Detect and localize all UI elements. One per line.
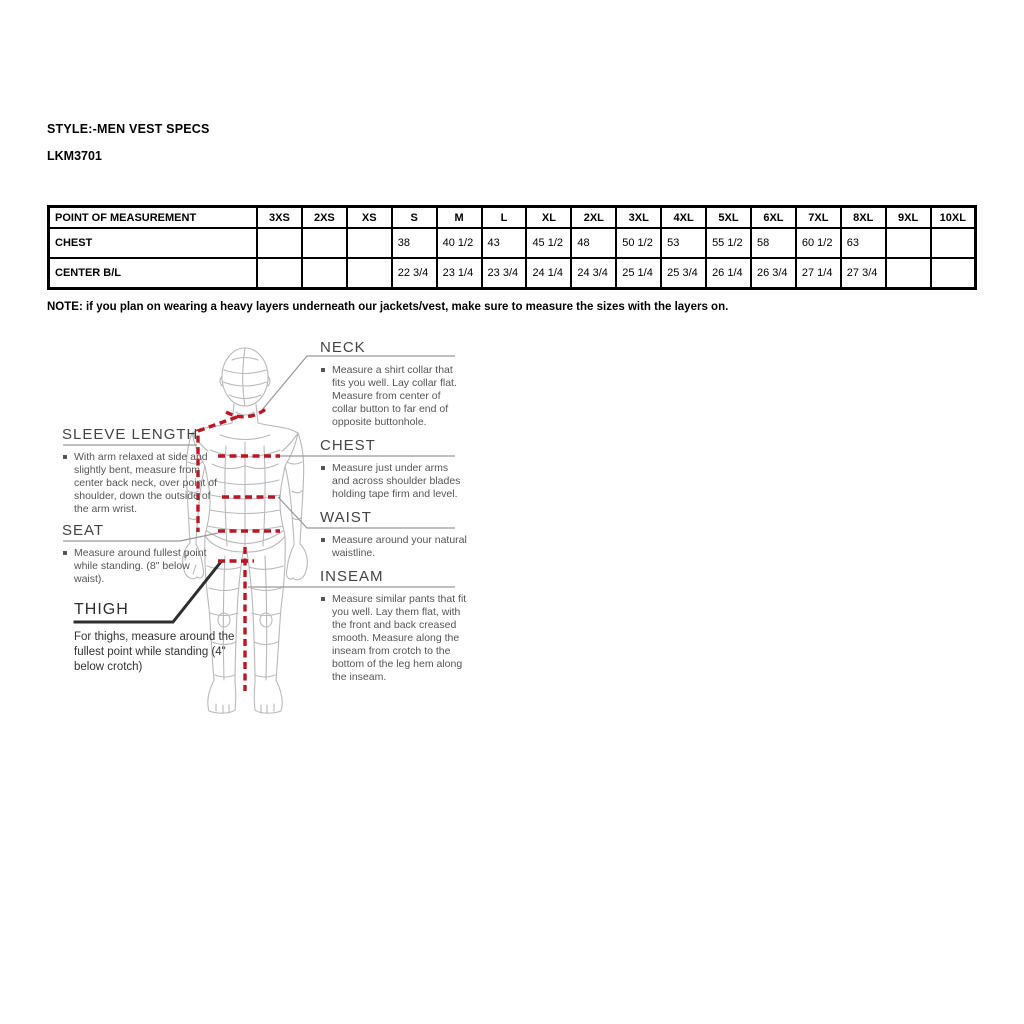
guide-section-sleeve-length bbox=[62, 426, 224, 516]
guide-section-thigh bbox=[74, 601, 246, 675]
size-column-header: 3XL bbox=[616, 207, 661, 229]
measurement-column-header: POINT OF MEASUREMENT bbox=[49, 207, 258, 229]
size-value-cell bbox=[931, 228, 976, 258]
size-column-header: 2XL bbox=[571, 207, 616, 229]
size-value-cell bbox=[302, 258, 347, 289]
row-label: CHEST bbox=[49, 228, 258, 258]
guide-section-chest bbox=[320, 437, 468, 501]
guide-section-inseam bbox=[320, 568, 470, 684]
bullet-icon bbox=[63, 551, 67, 555]
size-value-cell: 38 bbox=[392, 228, 437, 258]
inseam-heading: INSEAM bbox=[320, 568, 384, 585]
neck-heading: NECK bbox=[320, 339, 366, 356]
seat-heading: SEAT bbox=[62, 522, 105, 539]
size-table-row bbox=[49, 258, 976, 289]
size-value-cell: 23 3/4 bbox=[482, 258, 527, 289]
guide-section-waist bbox=[320, 509, 468, 560]
size-value-cell: 25 3/4 bbox=[661, 258, 706, 289]
size-value-cell: 45 1/2 bbox=[526, 228, 571, 258]
size-column-header: 3XS bbox=[257, 207, 302, 229]
size-column-header: XL bbox=[526, 207, 571, 229]
bullet-icon bbox=[63, 455, 67, 459]
size-value-cell: 63 bbox=[841, 228, 886, 258]
size-value-cell: 27 3/4 bbox=[841, 258, 886, 289]
guide-section-seat bbox=[62, 522, 212, 586]
size-value-cell: 23 1/4 bbox=[437, 258, 482, 289]
size-value-cell: 55 1/2 bbox=[706, 228, 751, 258]
size-value-cell bbox=[257, 258, 302, 289]
sleeve-length-description: With arm relaxed at side and slightly bent, measure from center back neck, over point of shoulder, down the outside of the arm wrist. bbox=[74, 451, 217, 515]
thigh-heading: THIGH bbox=[74, 601, 129, 618]
size-value-cell bbox=[931, 258, 976, 289]
size-table-body bbox=[49, 228, 976, 289]
size-table-header-row bbox=[49, 207, 976, 229]
size-value-cell bbox=[302, 228, 347, 258]
sleeve-length-heading: SLEEVE LENGTH bbox=[62, 426, 199, 443]
chest-heading: CHEST bbox=[320, 437, 376, 454]
size-value-cell: 26 3/4 bbox=[751, 258, 796, 289]
size-value-cell: 27 1/4 bbox=[796, 258, 841, 289]
bullet-icon bbox=[321, 597, 325, 601]
size-column-header: XS bbox=[347, 207, 392, 229]
chest-description: Measure just under arms and across shoulder blades holding tape firm and level. bbox=[332, 462, 461, 500]
size-value-cell: 58 bbox=[751, 228, 796, 258]
size-value-cell: 24 1/4 bbox=[526, 258, 571, 289]
size-table bbox=[47, 205, 977, 290]
size-value-cell: 43 bbox=[482, 228, 527, 258]
size-column-header: L bbox=[482, 207, 527, 229]
size-table-row bbox=[49, 228, 976, 258]
size-value-cell bbox=[886, 228, 931, 258]
seat-description: Measure around fullest point while standing. (8" below waist). bbox=[74, 547, 207, 585]
size-column-header: S bbox=[392, 207, 437, 229]
size-value-cell bbox=[347, 258, 392, 289]
bullet-icon bbox=[321, 538, 325, 542]
size-value-cell: 53 bbox=[661, 228, 706, 258]
size-column-header: 4XL bbox=[661, 207, 706, 229]
bullet-icon bbox=[321, 368, 325, 372]
row-label: CENTER B/L bbox=[49, 258, 258, 289]
size-column-header: 10XL bbox=[931, 207, 976, 229]
waist-heading: WAIST bbox=[320, 509, 372, 526]
note-text: NOTE: if you plan on wearing a heavy layers underneath our jackets/vest, make sure to measure the sizes with the layers on. bbox=[47, 301, 729, 313]
size-column-header: 8XL bbox=[841, 207, 886, 229]
size-value-cell bbox=[347, 228, 392, 258]
size-column-header: 7XL bbox=[796, 207, 841, 229]
bullet-icon bbox=[321, 466, 325, 470]
size-value-cell: 40 1/2 bbox=[437, 228, 482, 258]
size-value-cell: 60 1/2 bbox=[796, 228, 841, 258]
size-value-cell: 26 1/4 bbox=[706, 258, 751, 289]
size-column-header: 6XL bbox=[751, 207, 796, 229]
inseam-description: Measure similar pants that fit you well. Lay them flat, with the front and back creased smooth. Measure along the inseam from crotch to the bottom of the leg hem along the inseam. bbox=[332, 593, 467, 683]
size-column-header: 5XL bbox=[706, 207, 751, 229]
size-value-cell: 24 3/4 bbox=[571, 258, 616, 289]
size-column-header: M bbox=[437, 207, 482, 229]
size-column-header: 2XS bbox=[302, 207, 347, 229]
style-code: LKM3701 bbox=[47, 149, 102, 163]
neck-measure-line bbox=[226, 409, 266, 417]
size-column-header: 9XL bbox=[886, 207, 931, 229]
size-value-cell: 50 1/2 bbox=[616, 228, 661, 258]
doc-title: STYLE:-MEN VEST SPECS bbox=[47, 122, 210, 136]
thigh-description: For thighs, measure around the fullest point while standing (4" below crotch) bbox=[74, 631, 235, 673]
size-value-cell bbox=[257, 228, 302, 258]
size-value-cell: 25 1/4 bbox=[616, 258, 661, 289]
size-value-cell: 22 3/4 bbox=[392, 258, 437, 289]
waist-description: Measure around your natural waistline. bbox=[332, 534, 467, 559]
guide-section-neck bbox=[320, 339, 468, 429]
neck-description: Measure a shirt collar that fits you well. Lay collar flat. Measure from center of collar button to far end of opposite buttonhole. bbox=[332, 364, 457, 428]
size-value-cell: 48 bbox=[571, 228, 616, 258]
size-value-cell bbox=[886, 258, 931, 289]
